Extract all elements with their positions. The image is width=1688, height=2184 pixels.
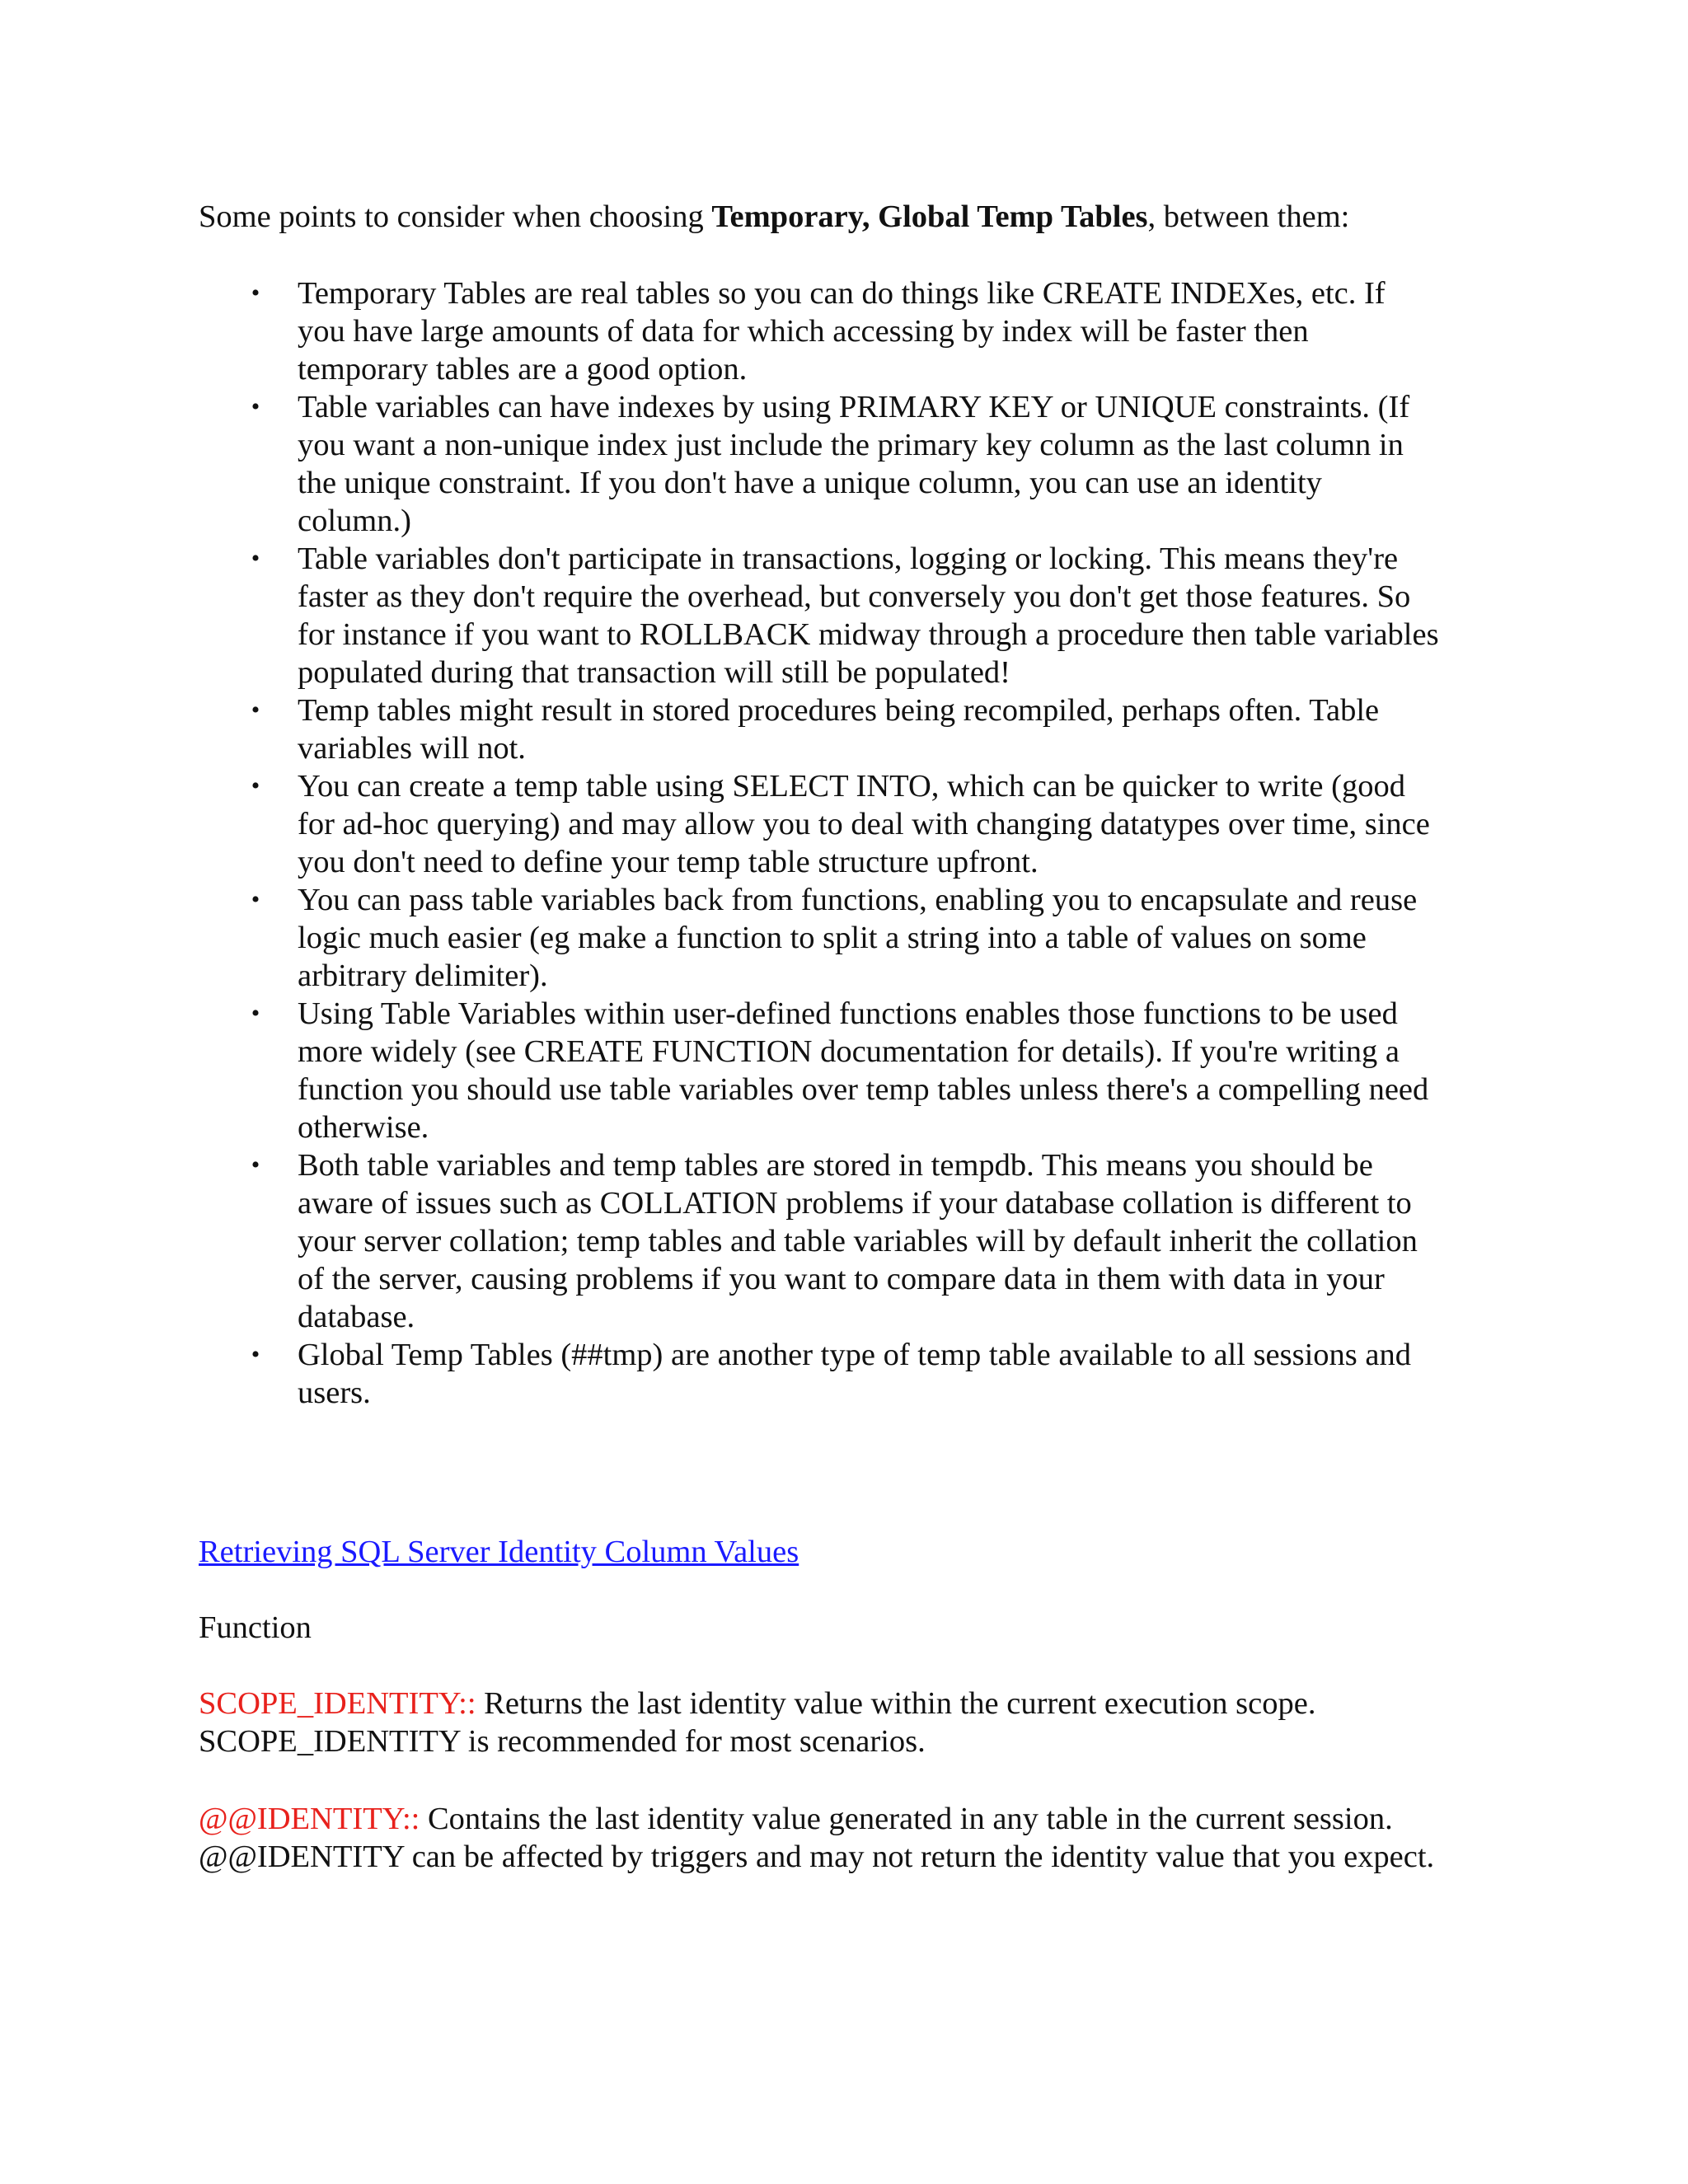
list-item (199, 767, 1517, 881)
list-item-line: temporary tables are a good option. (298, 352, 748, 387)
list-item (199, 540, 1517, 691)
bullet-icon: • (251, 279, 260, 307)
bullet-icon: • (251, 393, 260, 420)
retrieving-identity-link[interactable]: Retrieving SQL Server Identity Column Values (199, 1535, 799, 1569)
list-item-line: Using Table Variables within user-defined functions enables those functions to be used (298, 996, 1398, 1031)
list-item (199, 388, 1517, 540)
bullet-icon: • (251, 1151, 260, 1179)
list-item-line: database. (298, 1300, 415, 1334)
list-item-line: the unique constraint. If you don't have a unique column, you can use an identity (298, 466, 1322, 500)
list-item-line: you want a non-unique index just include the primary key column as the last column in (298, 428, 1404, 462)
list-item (199, 881, 1517, 995)
list-item-line: function you should use table variables over temp tables unless there's a compelling need (298, 1072, 1429, 1107)
list-item (199, 691, 1517, 767)
list-item-line: Table variables can have indexes by using PRIMARY KEY or UNIQUE constraints. (If (298, 390, 1410, 424)
scope-identity-line-2: SCOPE_IDENTITY is recommended for most scenarios. (199, 1724, 926, 1759)
list-item-line: Global Temp Tables (##tmp) are another type of temp table available to all sessions and (298, 1338, 1411, 1372)
intro-prefix: Some points to consider when choosing (199, 199, 712, 234)
list-item-line: you have large amounts of data for which accessing by index will be faster then (298, 314, 1309, 349)
list-item-line: Temporary Tables are real tables so you can do things like CREATE INDEXes, etc. If (298, 276, 1386, 311)
bullet-icon: • (251, 1341, 260, 1368)
list-item-line: otherwise. (298, 1110, 429, 1145)
scope-identity-paragraph (199, 1685, 1315, 1760)
list-item-line: logic much easier (eg make a function to split a string into a table of values on some (298, 921, 1367, 955)
bullet-list (199, 274, 1517, 1412)
function-label: Function (199, 1610, 312, 1645)
list-item-line: variables will not. (298, 731, 526, 766)
list-item-line: You can create a temp table using SELECT INTO, which can be quicker to write (good (298, 769, 1405, 804)
intro-bold-term: Temporary, Global Temp Tables (711, 199, 1148, 234)
bullet-icon: • (251, 1000, 260, 1027)
list-item-line: column.) (298, 504, 411, 538)
scope-identity-line-1 (199, 1685, 1315, 1722)
scope-identity-keyword: SCOPE_IDENTITY:: (199, 1686, 476, 1721)
list-item-line: arbitrary delimiter). (298, 958, 548, 993)
list-item-line: you don't need to define your temp table structure upfront. (298, 845, 1039, 879)
list-item (199, 1336, 1517, 1412)
list-item-line: your server collation; temp tables and table variables will by default inherit the collation (298, 1224, 1418, 1258)
list-item-line: faster as they don't require the overhead, but conversely you don't get those features. So (298, 579, 1411, 614)
intro-suffix: , between them: (1147, 199, 1350, 234)
list-item-line: aware of issues such as COLLATION problems if your database collation is different to (298, 1186, 1412, 1221)
list-item-line: Table variables don't participate in transactions, logging or locking. This means they're (298, 541, 1399, 576)
list-item (199, 1146, 1517, 1336)
at-identity-keyword: @@IDENTITY:: (199, 1802, 420, 1836)
at-identity-description: Contains the last identity value generated in any table in the current session. (420, 1802, 1393, 1836)
list-item-line: Both table variables and temp tables are stored in tempdb. This means you should be (298, 1148, 1373, 1183)
at-identity-line-1 (199, 1800, 1434, 1838)
at-identity-paragraph (199, 1800, 1434, 1876)
list-item-line: of the server, causing problems if you want to compare data in them with data in your (298, 1262, 1385, 1296)
scope-identity-description: Returns the last identity value within the current execution scope. (476, 1686, 1316, 1721)
list-item-line: populated during that transaction will still be populated! (298, 655, 1010, 690)
bullet-icon: • (251, 696, 260, 724)
bullet-icon: • (251, 886, 260, 913)
list-item-line: You can pass table variables back from functions, enabling you to encapsulate and reuse (298, 883, 1418, 917)
at-identity-line-2: @@IDENTITY can be affected by triggers and may not return the identity value that you expect. (199, 1840, 1435, 1874)
list-item-line: users. (298, 1376, 371, 1410)
list-item (199, 995, 1517, 1146)
intro-paragraph (199, 198, 1600, 236)
bullet-icon: • (251, 545, 260, 572)
list-item-line: for ad-hoc querying) and may allow you to deal with changing datatypes over time, since (298, 807, 1430, 841)
list-item-line: more widely (see CREATE FUNCTION documentation for details). If you're writing a (298, 1034, 1400, 1069)
list-item-line: for instance if you want to ROLLBACK midway through a procedure then table variables (298, 617, 1439, 652)
bullet-icon: • (251, 772, 260, 799)
list-item-line: Temp tables might result in stored procedures being recompiled, perhaps often. Table (298, 693, 1380, 728)
list-item (199, 274, 1517, 388)
